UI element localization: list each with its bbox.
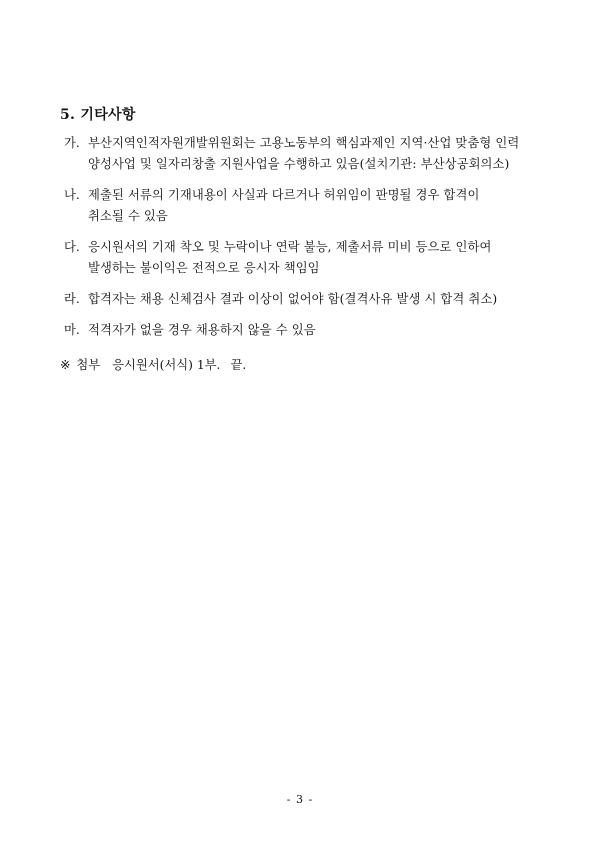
item-text: [88, 133, 554, 175]
attachment-note: [60, 355, 246, 376]
item-marker: 가.: [64, 136, 80, 150]
item-text: [88, 320, 554, 341]
item-line: 취소될 수 있음: [88, 209, 168, 223]
section-title: 5. 기타사항: [60, 107, 136, 123]
attachment-label: 첨부: [76, 358, 101, 372]
attachment-end: 끝.: [230, 358, 247, 372]
item-line: 제출된 서류의 기재내용이 사실과 다르거나 허위임이 판명될 경우 합격이: [88, 188, 480, 202]
item-line: 합격자는 채용 신체검사 결과 이상이 없어야 함(결격사유 발생 시 합격 취소): [88, 292, 498, 306]
page-number: - 3 -: [286, 793, 314, 806]
item-line: 발생하는 불이익은 전적으로 응시자 책임임: [88, 261, 320, 275]
item-text: [88, 237, 554, 279]
item-text: [88, 289, 554, 310]
list-item: [64, 133, 554, 175]
list-item: [64, 289, 554, 310]
notice-list: [64, 133, 554, 351]
list-item: [64, 237, 554, 279]
item-line: 응시원서의 기재 착오 및 누락이나 연락 불능, 제출서류 미비 등으로 인하여: [88, 240, 492, 254]
list-item: [64, 320, 554, 341]
item-marker: 라.: [64, 292, 80, 306]
item-marker: 나.: [64, 188, 80, 202]
item-line: 부산지역인적자원개발위원회는 고용노동부의 핵심과제인 지역·산업 맞춤형 인력: [88, 136, 520, 150]
list-item: [64, 185, 554, 227]
item-line: 양성사업 및 일자리창출 지원사업을 수행하고 있음(설치기관: 부산상공회의소): [88, 157, 510, 171]
item-line: 적격자가 없을 경우 채용하지 않을 수 있음: [88, 323, 316, 337]
item-marker: 마.: [64, 323, 80, 337]
reference-mark: ※: [60, 358, 71, 372]
attachment-content: 응시원서(서식) 1부.: [112, 358, 221, 372]
item-text: [88, 185, 554, 227]
item-marker: 다.: [64, 240, 80, 254]
